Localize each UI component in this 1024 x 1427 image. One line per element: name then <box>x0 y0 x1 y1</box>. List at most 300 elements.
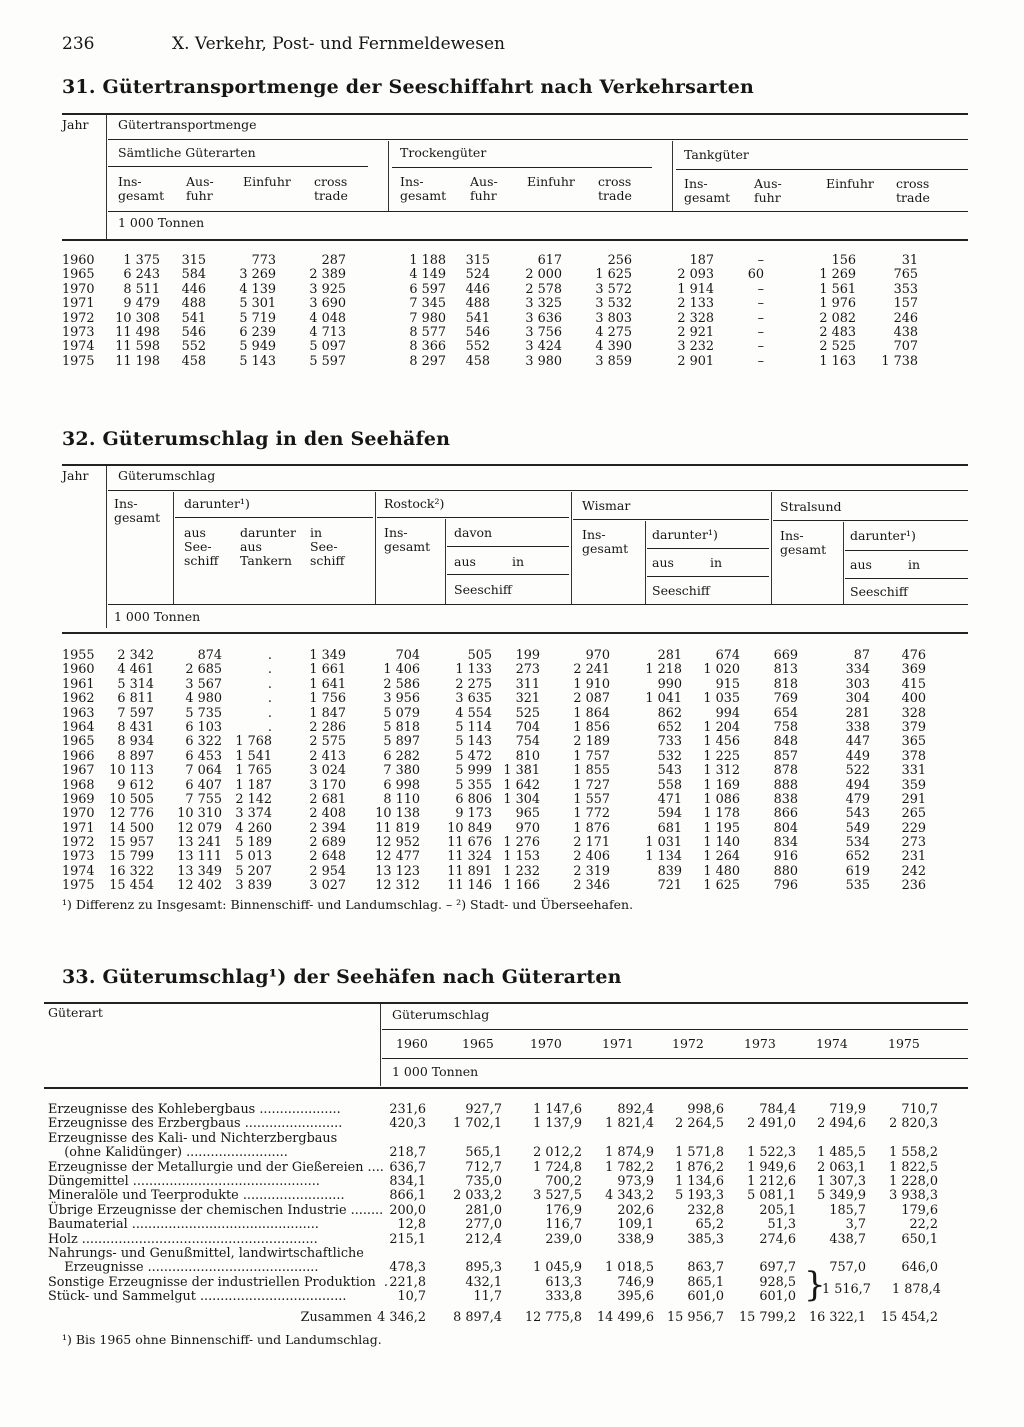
col-darunter: darunter¹) <box>184 496 250 511</box>
table-cell: 369 <box>901 662 926 678</box>
table-cell: 973,9 <box>617 1173 654 1189</box>
table-cell: 1 976 <box>819 296 856 312</box>
table-cell: 334 <box>845 662 870 678</box>
group-dry: Trockengüter <box>400 145 487 160</box>
table-cell: 218,7 <box>389 1145 426 1161</box>
table-row <box>0 721 1024 735</box>
table-cell: 2 820,3 <box>889 1116 938 1132</box>
col-insgesamt-3: Ins- gesamt <box>684 176 731 205</box>
table-cell: 3 635 <box>455 691 492 707</box>
table-cell: 1 137,9 <box>533 1116 582 1132</box>
table-cell: 231,6 <box>389 1102 426 1117</box>
table-cell: 438 <box>893 324 918 340</box>
rule <box>647 548 769 549</box>
table-cell: 4 139 <box>239 281 276 297</box>
table-cell: 1 772 <box>573 806 610 822</box>
table-cell: 1 147,6 <box>533 1102 582 1117</box>
table-cell: 1 522,3 <box>747 1145 796 1161</box>
table-cell: 1 625 <box>703 878 740 894</box>
table-cell: 157 <box>893 296 918 312</box>
table-cell: 1 727 <box>573 777 610 793</box>
table-cell: 458 <box>465 353 490 369</box>
table-33-title: 33. Güterumschlag¹) der Seehäfen nach Güterarten <box>62 966 622 988</box>
table-cell: 1975 <box>62 353 95 369</box>
table-cell: 1 375 <box>123 253 160 268</box>
rule <box>447 574 569 575</box>
table-cell: 8 577 <box>409 324 446 340</box>
table-cell: 1 264 <box>703 849 740 865</box>
table-cell: 1960 <box>62 253 95 268</box>
table-cell: 200,0 <box>389 1202 426 1218</box>
table-cell: . <box>267 676 272 692</box>
table-cell: 5 999 <box>455 763 492 779</box>
rule <box>773 520 968 521</box>
table-cell: 549 <box>845 820 870 836</box>
table-cell: 601,0 <box>759 1289 796 1305</box>
footnote-32: ¹) Differenz zu Insgesamt: Binnenschiff- und Landumschlag. – ²) Stadt- und Überseehafen. <box>62 897 634 912</box>
table-cell: 704 <box>515 719 540 735</box>
table-cell: 2 133 <box>677 296 714 312</box>
table-cell: 281 <box>657 648 682 663</box>
table-cell: 1967 <box>62 763 95 779</box>
table-cell: 2 586 <box>383 676 420 692</box>
table-cell: 1 018,5 <box>605 1260 654 1276</box>
table-cell: 2 648 <box>309 849 346 865</box>
table-cell: 862 <box>657 705 682 721</box>
table-cell: . <box>267 705 272 721</box>
table-cell: 8 511 <box>123 281 160 297</box>
col-einfuhr-3: Einfuhr <box>826 176 874 191</box>
table-cell: 916 <box>773 849 798 865</box>
table-cell: Düngemittel .............................................. <box>48 1173 320 1189</box>
table-cell: 2 063,1 <box>817 1159 866 1175</box>
table-row <box>0 1261 1024 1275</box>
col-insgesamt-2: Ins- gesamt <box>400 174 447 203</box>
year-header: 1973 <box>744 1036 776 1051</box>
table-cell: 202,6 <box>617 1202 654 1218</box>
table-cell: 328 <box>901 705 926 721</box>
header-stralsund: Stralsund <box>780 499 842 514</box>
table-cell: 3 424 <box>525 339 562 355</box>
table-cell: 5 143 <box>455 734 492 750</box>
table-cell: 331 <box>901 763 926 779</box>
table-row <box>0 254 1024 268</box>
table-cell: 1 910 <box>573 676 610 692</box>
table-cell: (ohne Kalidünger) ......................... <box>48 1145 288 1161</box>
table-cell: 3 980 <box>525 353 562 369</box>
table-cell: 5 472 <box>455 748 492 764</box>
col-aus-seeschiff: aus See- schiff <box>184 525 219 568</box>
rule <box>676 169 968 170</box>
table-cell: 3 269 <box>239 267 276 283</box>
table-cell: 291 <box>901 791 926 807</box>
table-cell: 1 153 <box>503 849 540 865</box>
table-cell: 1 456 <box>703 734 740 750</box>
table-cell: 4 461 <box>117 662 154 678</box>
table-cell: Erzeugnisse des Kali- und Nichterzbergbaus <box>48 1130 338 1146</box>
table-cell: 11 198 <box>115 353 160 369</box>
divider <box>375 492 376 604</box>
header-gu: Güterumschlag <box>118 468 216 483</box>
table-cell: 287 <box>321 253 346 268</box>
table-cell: 3 024 <box>309 763 346 779</box>
table-row <box>0 1161 1024 1175</box>
col-guterart-header: Güterart <box>48 1005 103 1020</box>
table-cell: . <box>267 691 272 707</box>
table-row <box>0 1189 1024 1203</box>
table-cell: 311 <box>515 676 540 692</box>
table-cell: 5 013 <box>235 849 272 865</box>
table-cell: 1 035 <box>703 691 740 707</box>
table-cell: 2 483 <box>819 324 856 340</box>
table-cell: 438,7 <box>829 1231 866 1247</box>
rule <box>44 1002 968 1004</box>
table-cell: 16 322,1 <box>809 1310 866 1325</box>
table-row <box>0 312 1024 326</box>
rule <box>108 211 968 212</box>
table-cell: 1 041 <box>645 691 682 707</box>
table-cell: 522 <box>845 763 870 779</box>
table-row <box>0 850 1024 864</box>
table-cell: 1964 <box>62 719 95 735</box>
col-wismar-darunter: darunter¹) <box>652 527 718 542</box>
brace-mark: } <box>804 1265 826 1305</box>
rule <box>62 239 968 241</box>
table-cell: 449 <box>845 748 870 764</box>
table-cell: 2 286 <box>309 719 346 735</box>
table-cell: 5 207 <box>235 863 272 879</box>
table-cell: 3 532 <box>595 296 632 312</box>
table-cell: Übrige Erzeugnisse der chemischen Industrie ........ <box>48 1202 384 1218</box>
table-row <box>0 692 1024 706</box>
table-cell: 1 876 <box>573 820 610 836</box>
table-cell: 1 642 <box>503 777 540 793</box>
table-cell: – <box>757 339 764 355</box>
table-cell: 1 822,5 <box>889 1159 938 1175</box>
table-cell: 769 <box>773 691 798 707</box>
table-cell: 1 406 <box>383 662 420 678</box>
table-cell: 1965 <box>62 267 95 283</box>
table-cell: 15 956,7 <box>667 1310 724 1325</box>
table-cell: 646,0 <box>901 1260 938 1276</box>
col-cross-1: cross trade <box>314 174 348 203</box>
unit-31: 1 000 Tonnen <box>118 215 205 230</box>
table-cell: 10 310 <box>177 806 222 822</box>
table-cell: 7 755 <box>185 791 222 807</box>
table-cell: 4 713 <box>309 324 346 340</box>
table-row <box>0 1132 1024 1146</box>
table-cell: 236 <box>901 878 926 894</box>
table-cell: 1 856 <box>573 719 610 735</box>
table-cell: 199 <box>515 648 540 663</box>
table-cell: 541 <box>465 310 490 326</box>
table-cell: 2 394 <box>309 820 346 836</box>
table-row <box>0 807 1024 821</box>
table-cell: 11 598 <box>115 339 160 355</box>
table-cell: 256 <box>607 253 632 268</box>
table-row <box>0 1233 1024 1247</box>
table-cell: 315 <box>465 253 490 268</box>
table-cell: 6 806 <box>455 791 492 807</box>
col-aus-tankern: darunter aus Tankern <box>240 525 296 568</box>
table-cell: 2 264,5 <box>675 1116 724 1132</box>
table-row <box>0 750 1024 764</box>
table-cell: Zusammen <box>300 1310 372 1325</box>
table-cell: 4 346,2 <box>377 1310 426 1325</box>
rule <box>447 546 569 547</box>
table-cell: 9 479 <box>123 296 160 312</box>
header-wismar: Wismar <box>582 498 631 513</box>
table-cell: 2 406 <box>573 849 610 865</box>
table-cell: 1 558,2 <box>889 1145 938 1161</box>
table-cell: 7 597 <box>117 705 154 721</box>
col-in-seeschiff: in See- schiff <box>310 525 345 568</box>
table-cell: 2 000 <box>525 267 562 283</box>
table-cell: 16 322 <box>109 863 154 879</box>
table-cell: 1 757 <box>573 748 610 764</box>
table-cell: 304 <box>845 691 870 707</box>
table-cell: 534 <box>845 835 870 851</box>
table-cell: 11,7 <box>473 1289 502 1305</box>
table-cell: 697,7 <box>759 1260 796 1276</box>
table-cell: 3 839 <box>235 878 272 894</box>
table-cell: 757,0 <box>829 1260 866 1276</box>
table-row <box>0 678 1024 692</box>
table-cell: 8 897 <box>117 748 154 764</box>
table-cell: 4 980 <box>185 691 222 707</box>
table-cell: 1 218 <box>645 662 682 678</box>
table-cell: 1974 <box>62 339 95 355</box>
table-row <box>0 663 1024 677</box>
table-cell: Erzeugnisse des Erzbergbaus ........................ <box>48 1116 343 1132</box>
table-cell: 479 <box>845 791 870 807</box>
col-rostock-davon: davon <box>454 525 493 540</box>
table-cell: 2 142 <box>235 791 272 807</box>
table-cell: 273 <box>901 835 926 851</box>
table-row <box>0 283 1024 297</box>
table-cell: 4 554 <box>455 705 492 721</box>
table-cell: 13 123 <box>375 863 420 879</box>
table-cell: 700,2 <box>545 1173 582 1189</box>
col-rostock-insgesamt: Ins- gesamt <box>384 525 431 554</box>
footnote-33: ¹) Bis 1965 ohne Binnenschiff- und Landumschlag. <box>62 1332 382 1347</box>
table-cell: 1955 <box>62 648 95 663</box>
table-cell: 2 189 <box>573 734 610 750</box>
table-cell: 14 500 <box>109 820 154 836</box>
table-row <box>0 879 1024 893</box>
table-cell: 11 676 <box>447 835 492 851</box>
table-33-body <box>0 1103 1024 1304</box>
table-cell: 1961 <box>62 676 95 692</box>
table-cell: Erzeugnisse .......................................... <box>48 1260 319 1276</box>
table-cell: 1 276 <box>503 835 540 851</box>
table-cell: 1 847 <box>309 705 346 721</box>
table-cell: 303 <box>845 676 870 692</box>
table-cell: . <box>267 719 272 735</box>
table-cell: 1 480 <box>703 863 740 879</box>
table-cell: 3 925 <box>309 281 346 297</box>
table-row <box>0 1218 1024 1232</box>
table-cell: 185,7 <box>829 1202 866 1218</box>
rule <box>175 517 373 518</box>
year-header: 1965 <box>462 1036 494 1051</box>
table-cell: 12,8 <box>397 1217 426 1233</box>
table-cell: 2 413 <box>309 748 346 764</box>
table-cell: 1 133 <box>455 662 492 678</box>
group-all: Sämtliche Güterarten <box>118 145 256 160</box>
table-cell: 6 322 <box>185 734 222 750</box>
col-insgesamt: Ins- gesamt <box>114 496 161 525</box>
divider <box>380 1004 381 1086</box>
table-cell: 965 <box>515 806 540 822</box>
divider <box>771 492 772 604</box>
table-row-total <box>0 1311 1024 1325</box>
table-cell: 880 <box>773 863 798 879</box>
table-cell: 1 561 <box>819 281 856 297</box>
table-cell: 478,3 <box>389 1260 426 1276</box>
chapter-title: X. Verkehr, Post- und Fernmeldewesen <box>172 34 505 54</box>
divider <box>445 519 446 604</box>
table-cell: 5 818 <box>383 719 420 735</box>
table-cell: 1974 <box>62 863 95 879</box>
table-cell: 1973 <box>62 849 95 865</box>
table-cell: 1 166 <box>503 878 540 894</box>
table-cell: 970 <box>585 648 610 663</box>
table-cell: 1 571,8 <box>675 1145 724 1161</box>
rule <box>647 576 769 577</box>
table-cell: 315 <box>181 253 206 268</box>
table-cell: 6 597 <box>409 281 446 297</box>
table-cell: 1 874,9 <box>605 1145 654 1161</box>
table-cell: 7 064 <box>185 763 222 779</box>
table-cell: 1 914 <box>677 281 714 297</box>
table-cell: 281,0 <box>465 1202 502 1218</box>
table-cell: 1 225 <box>703 748 740 764</box>
table-row <box>0 865 1024 879</box>
table-cell: 865,1 <box>687 1274 724 1290</box>
rule <box>108 166 368 167</box>
table-cell: 1 738 <box>881 353 918 369</box>
table-cell: 915 <box>715 676 740 692</box>
table-cell: 1 020 <box>703 662 740 678</box>
table-cell: 866 <box>773 806 798 822</box>
header-gtm: Gütertransportmenge <box>118 117 257 132</box>
rule <box>108 139 968 140</box>
table-row <box>0 340 1024 354</box>
table-cell: 338 <box>845 719 870 735</box>
page-number: 236 <box>62 34 95 54</box>
table-cell: 2 685 <box>185 662 222 678</box>
table-cell: 1 768 <box>235 734 272 750</box>
table-cell: Sonstige Erzeugnisse der industriellen Produktion . <box>48 1274 388 1290</box>
table-cell: 5 719 <box>239 310 276 326</box>
table-cell: 1 134,6 <box>675 1173 724 1189</box>
table-cell: 10,7 <box>397 1289 426 1305</box>
table-cell: 2 012,2 <box>533 1145 582 1161</box>
table-cell: 584 <box>181 267 206 283</box>
table-cell: 8 934 <box>117 734 154 750</box>
header-gu-33: Güterumschlag <box>392 1007 490 1022</box>
table-cell: 3 374 <box>235 806 272 822</box>
table-cell: – <box>757 253 764 268</box>
table-cell: 1971 <box>62 820 95 836</box>
table-cell: 1968 <box>62 777 95 793</box>
table-cell: 601,0 <box>687 1289 724 1305</box>
table-cell: 156 <box>831 253 856 268</box>
table-cell: 400 <box>901 691 926 707</box>
table-row <box>0 297 1024 311</box>
unit-32: 1 000 Tonnen <box>114 609 201 624</box>
col-ausfuhr-2: Aus- fuhr <box>470 174 498 203</box>
table-cell: 5 143 <box>239 353 276 369</box>
table-cell: 11 146 <box>447 878 492 894</box>
table-cell: 274,6 <box>759 1231 796 1247</box>
table-cell: 2 578 <box>525 281 562 297</box>
divider <box>843 522 844 604</box>
table-cell: 712,7 <box>465 1159 502 1175</box>
table-cell: 654 <box>773 705 798 721</box>
col-rostock-in: in <box>512 554 525 569</box>
table-cell: 1970 <box>62 806 95 822</box>
table-cell: 6 103 <box>185 719 222 735</box>
table-cell: 4 343,2 <box>605 1188 654 1204</box>
table-row <box>0 649 1024 663</box>
year-header: 1971 <box>602 1036 634 1051</box>
year-header: 1970 <box>530 1036 562 1051</box>
col-rostock-seeschiff: Seeschiff <box>454 582 512 597</box>
table-cell: 246 <box>893 310 918 326</box>
col-year-header: Jahr <box>62 468 89 483</box>
table-cell: 212,4 <box>465 1231 502 1247</box>
table-32-body <box>0 649 1024 894</box>
table-cell: 5 301 <box>239 296 276 312</box>
table-cell: Holz .......................................................... <box>48 1231 318 1247</box>
table-cell: 5 597 <box>309 353 346 369</box>
table-cell: 2 087 <box>573 691 610 707</box>
table-cell: 231 <box>901 849 926 865</box>
table-cell: 12 775,8 <box>525 1310 582 1325</box>
rule <box>382 1029 968 1030</box>
table-cell: 5 897 <box>383 734 420 750</box>
table-cell: 1 140 <box>703 835 740 851</box>
table-cell: 928,5 <box>759 1274 796 1290</box>
table-cell: 4 390 <box>595 339 632 355</box>
table-cell: 2 389 <box>309 267 346 283</box>
year-header: 1972 <box>672 1036 704 1051</box>
col-stralsund-in: in <box>908 557 921 572</box>
table-row <box>0 1204 1024 1218</box>
table-cell: 12 402 <box>177 878 222 894</box>
table-cell: 4 149 <box>409 267 446 283</box>
table-cell: 990 <box>657 676 682 692</box>
table-cell: 415 <box>901 676 926 692</box>
rule <box>108 604 968 605</box>
table-cell: 494 <box>845 777 870 793</box>
rule <box>62 113 968 115</box>
table-cell: 888 <box>773 777 798 793</box>
table-cell: – <box>757 324 764 340</box>
table-cell: 848 <box>773 734 798 750</box>
table-cell: 31 <box>901 253 918 268</box>
table-cell: Baumaterial .............................................. <box>48 1217 319 1233</box>
table-cell: 7 345 <box>409 296 446 312</box>
table-row <box>0 1103 1024 1117</box>
table-31-title: 31. Gütertransportmenge der Seeschiffahrt nach Verkehrsarten <box>62 76 754 98</box>
table-cell: Nahrungs- und Genußmittel, landwirtschaftliche <box>48 1245 364 1261</box>
table-cell: 22,2 <box>909 1217 938 1233</box>
table-cell: 12 312 <box>375 878 420 894</box>
table-cell: 839 <box>657 863 682 879</box>
